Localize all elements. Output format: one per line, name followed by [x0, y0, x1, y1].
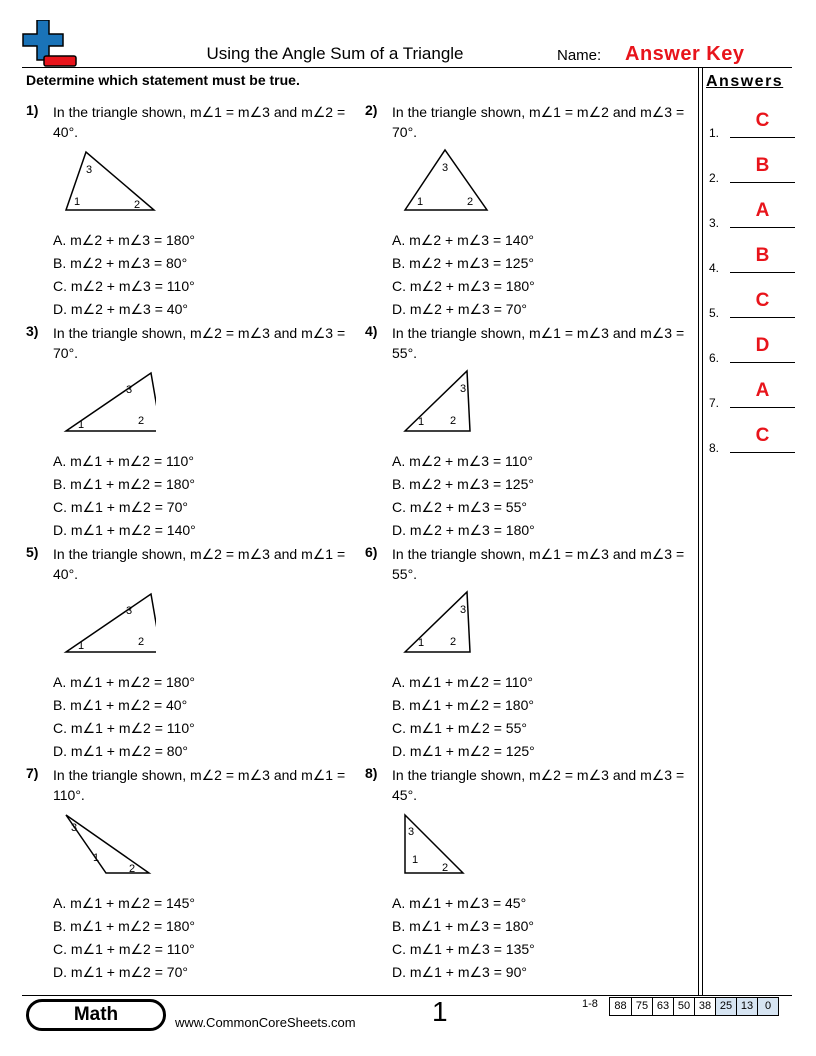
- choice-d: D. m∠1 + m∠2 = 125°: [392, 743, 535, 759]
- problem-number: 8): [365, 765, 378, 781]
- choice-c: C. m∠2 + m∠3 = 55°: [392, 499, 527, 515]
- angle-label-3: 3: [126, 384, 133, 396]
- website-link[interactable]: www.CommonCoreSheets.com: [175, 1015, 356, 1030]
- angle-label-3: 3: [408, 826, 415, 838]
- answer-blank: [730, 452, 795, 453]
- choice-list: [53, 450, 196, 542]
- problem-number: 7): [26, 765, 39, 781]
- choice-a: A. m∠2 + m∠3 = 140°: [392, 232, 534, 248]
- problem-8: [365, 765, 695, 986]
- page-title: Using the Angle Sum of a Triangle: [206, 44, 464, 63]
- score-range: 1-8: [582, 998, 598, 1010]
- answer-blank: [730, 182, 795, 183]
- angle-label-2: 2: [129, 863, 136, 875]
- triangle-diagram: [56, 805, 156, 875]
- choice-a: A. m∠1 + m∠2 = 145°: [53, 895, 195, 911]
- answer-blank: [730, 137, 795, 138]
- angle-label-1: 1: [418, 637, 425, 649]
- angle-label-1: 1: [417, 196, 424, 208]
- problem-number: 1): [26, 102, 39, 118]
- answer-row-6: [709, 335, 795, 365]
- choice-c: C. m∠2 + m∠3 = 110°: [53, 278, 195, 294]
- choice-list: [392, 229, 535, 321]
- angle-label-1: 1: [93, 852, 100, 864]
- problem-number: 2): [365, 102, 378, 118]
- answer-letter: C: [755, 425, 770, 446]
- footer-divider: [22, 995, 792, 996]
- answer-number: 5.: [709, 306, 720, 320]
- triangle-diagram: [395, 363, 495, 433]
- problem-5: [26, 544, 356, 765]
- answer-blank: [730, 317, 795, 318]
- triangle-diagram: [395, 142, 495, 212]
- angle-label-3: 3: [86, 164, 93, 176]
- choice-list: [392, 671, 535, 763]
- problem-text: In the triangle shown, m∠2 = m∠3 and m∠3 = 70°.: [53, 325, 346, 361]
- answer-letter: C: [755, 110, 770, 131]
- answer-letter: A: [755, 380, 770, 401]
- column-divider: [698, 68, 699, 996]
- answer-letter: A: [755, 200, 770, 221]
- choice-d: D. m∠1 + m∠2 = 140°: [53, 522, 196, 538]
- angle-label-2: 2: [450, 636, 457, 648]
- problem-text: In the triangle shown, m∠1 = m∠2 and m∠3 = 70°.: [392, 104, 685, 140]
- problem-1: [26, 102, 356, 323]
- problem-7: [26, 765, 356, 986]
- angle-label-3: 3: [460, 604, 467, 616]
- name-label: Name:: [557, 47, 602, 64]
- answers-title: Answers: [706, 73, 784, 90]
- angle-label-2: 2: [442, 862, 449, 874]
- answer-number: 7.: [709, 396, 720, 410]
- choice-c: C. m∠1 + m∠2 = 55°: [392, 720, 527, 736]
- choice-list: [53, 671, 195, 763]
- choice-d: D. m∠2 + m∠3 = 180°: [392, 522, 535, 538]
- score-cell: 88: [614, 1000, 627, 1012]
- choice-d: D. m∠1 + m∠2 = 70°: [53, 964, 188, 980]
- choice-list: [392, 892, 535, 984]
- triangle-diagram: [395, 805, 495, 875]
- answer-row-8: [709, 425, 795, 455]
- header-divider: [22, 67, 792, 68]
- choice-a: A. m∠1 + m∠2 = 180°: [53, 674, 195, 690]
- angle-label-2: 2: [138, 415, 145, 427]
- choice-b: B. m∠2 + m∠3 = 125°: [392, 255, 534, 271]
- choice-d: D. m∠2 + m∠3 = 70°: [392, 301, 527, 317]
- score-cell: 75: [631, 998, 652, 1015]
- answer-blank: [730, 227, 795, 228]
- answer-number: 1.: [709, 126, 720, 140]
- answer-number: 4.: [709, 261, 720, 275]
- answer-number: 3.: [709, 216, 720, 230]
- angle-label-3: 3: [442, 162, 449, 174]
- problem-text: In the triangle shown, m∠1 = m∠3 and m∠3 = 55°.: [392, 546, 685, 582]
- choice-a: A. m∠1 + m∠3 = 45°: [392, 895, 527, 911]
- problem-number: 6): [365, 544, 378, 560]
- answer-row-2: [709, 155, 795, 185]
- angle-label-2: 2: [134, 199, 141, 211]
- choice-a: A. m∠1 + m∠2 = 110°: [53, 453, 194, 469]
- answer-row-7: [709, 380, 795, 410]
- score-cell: 25: [715, 998, 736, 1015]
- problem-text: In the triangle shown, m∠1 = m∠3 and m∠3 = 55°.: [392, 325, 685, 361]
- angle-label-3: 3: [460, 383, 467, 395]
- problem-2: [365, 102, 695, 323]
- choice-list: [53, 229, 195, 321]
- problem-6: [365, 544, 695, 765]
- answer-letter: B: [755, 245, 770, 266]
- answer-blank: [730, 272, 795, 273]
- angle-label-2: 2: [138, 636, 145, 648]
- column-divider: [702, 68, 703, 996]
- angle-label-1: 1: [78, 419, 85, 431]
- score-cell: 50: [673, 998, 694, 1015]
- problem-3: [26, 323, 356, 544]
- score-cell: 0: [757, 998, 778, 1015]
- score-cell: 13: [736, 998, 757, 1015]
- problem-text: In the triangle shown, m∠2 = m∠3 and m∠1 = 40°.: [53, 546, 346, 582]
- angle-label-1: 1: [418, 416, 425, 428]
- answer-row-5: [709, 290, 795, 320]
- answer-number: 2.: [709, 171, 720, 185]
- problem-number: 5): [26, 544, 39, 560]
- choice-d: D. m∠1 + m∠2 = 80°: [53, 743, 188, 759]
- answer-number: 6.: [709, 351, 720, 365]
- choice-b: B. m∠1 + m∠2 = 40°: [53, 697, 188, 713]
- angle-label-3: 3: [126, 605, 133, 617]
- answer-row-3: [709, 200, 795, 230]
- instructions: Determine which statement must be true.: [26, 72, 300, 88]
- score-cell: 38: [694, 998, 715, 1015]
- choice-a: A. m∠2 + m∠3 = 110°: [392, 453, 533, 469]
- choice-list: [53, 892, 195, 984]
- answer-key-label: Answer Key: [625, 43, 745, 65]
- angle-label-2: 2: [450, 415, 457, 427]
- answer-letter: B: [755, 155, 770, 176]
- choice-b: B. m∠1 + m∠3 = 180°: [392, 918, 534, 934]
- choice-d: D. m∠1 + m∠3 = 90°: [392, 964, 527, 980]
- problem-text: In the triangle shown, m∠2 = m∠3 and m∠3 = 45°.: [392, 767, 685, 803]
- logo-icon: [22, 20, 78, 68]
- problem-text: In the triangle shown, m∠2 = m∠3 and m∠1 = 110°.: [53, 767, 346, 803]
- problem-4: [365, 323, 695, 544]
- choice-a: A. m∠2 + m∠3 = 180°: [53, 232, 195, 248]
- triangle-diagram: [56, 142, 156, 212]
- choice-c: C. m∠1 + m∠3 = 135°: [392, 941, 535, 957]
- problem-text: In the triangle shown, m∠1 = m∠3 and m∠2 = 40°.: [53, 104, 346, 140]
- answer-number: 8.: [709, 441, 720, 455]
- choice-c: C. m∠2 + m∠3 = 180°: [392, 278, 535, 294]
- choice-b: B. m∠2 + m∠3 = 125°: [392, 476, 534, 492]
- choice-list: [392, 450, 535, 542]
- answer-blank: [730, 407, 795, 408]
- page-number: 1: [432, 996, 448, 1027]
- triangle-diagram: [395, 584, 495, 654]
- subject-badge: Math: [26, 999, 166, 1031]
- angle-label-1: 1: [74, 196, 81, 208]
- angle-label-2: 2: [467, 196, 474, 208]
- angle-label-1: 1: [78, 640, 85, 652]
- choice-b: B. m∠1 + m∠2 = 180°: [53, 476, 195, 492]
- answer-blank: [730, 362, 795, 363]
- problem-number: 4): [365, 323, 378, 339]
- choice-c: C. m∠1 + m∠2 = 110°: [53, 941, 195, 957]
- choice-d: D. m∠2 + m∠3 = 40°: [53, 301, 188, 317]
- score-cell: 63: [652, 998, 673, 1015]
- choice-b: B. m∠2 + m∠3 = 80°: [53, 255, 188, 271]
- answer-row-4: [709, 245, 795, 275]
- triangle-diagram: [56, 584, 156, 654]
- choice-c: C. m∠1 + m∠2 = 110°: [53, 720, 195, 736]
- answer-letter: C: [755, 290, 770, 311]
- answer-letter: D: [755, 335, 770, 356]
- choice-b: B. m∠1 + m∠2 = 180°: [53, 918, 195, 934]
- score-table: [609, 997, 779, 1016]
- choice-b: B. m∠1 + m∠2 = 180°: [392, 697, 534, 713]
- choice-c: C. m∠1 + m∠2 = 70°: [53, 499, 188, 515]
- problem-number: 3): [26, 323, 39, 339]
- answer-row-1: [709, 110, 795, 140]
- choice-a: A. m∠1 + m∠2 = 110°: [392, 674, 533, 690]
- triangle-diagram: [56, 363, 156, 433]
- angle-label-3: 3: [71, 822, 78, 834]
- angle-label-1: 1: [412, 854, 419, 866]
